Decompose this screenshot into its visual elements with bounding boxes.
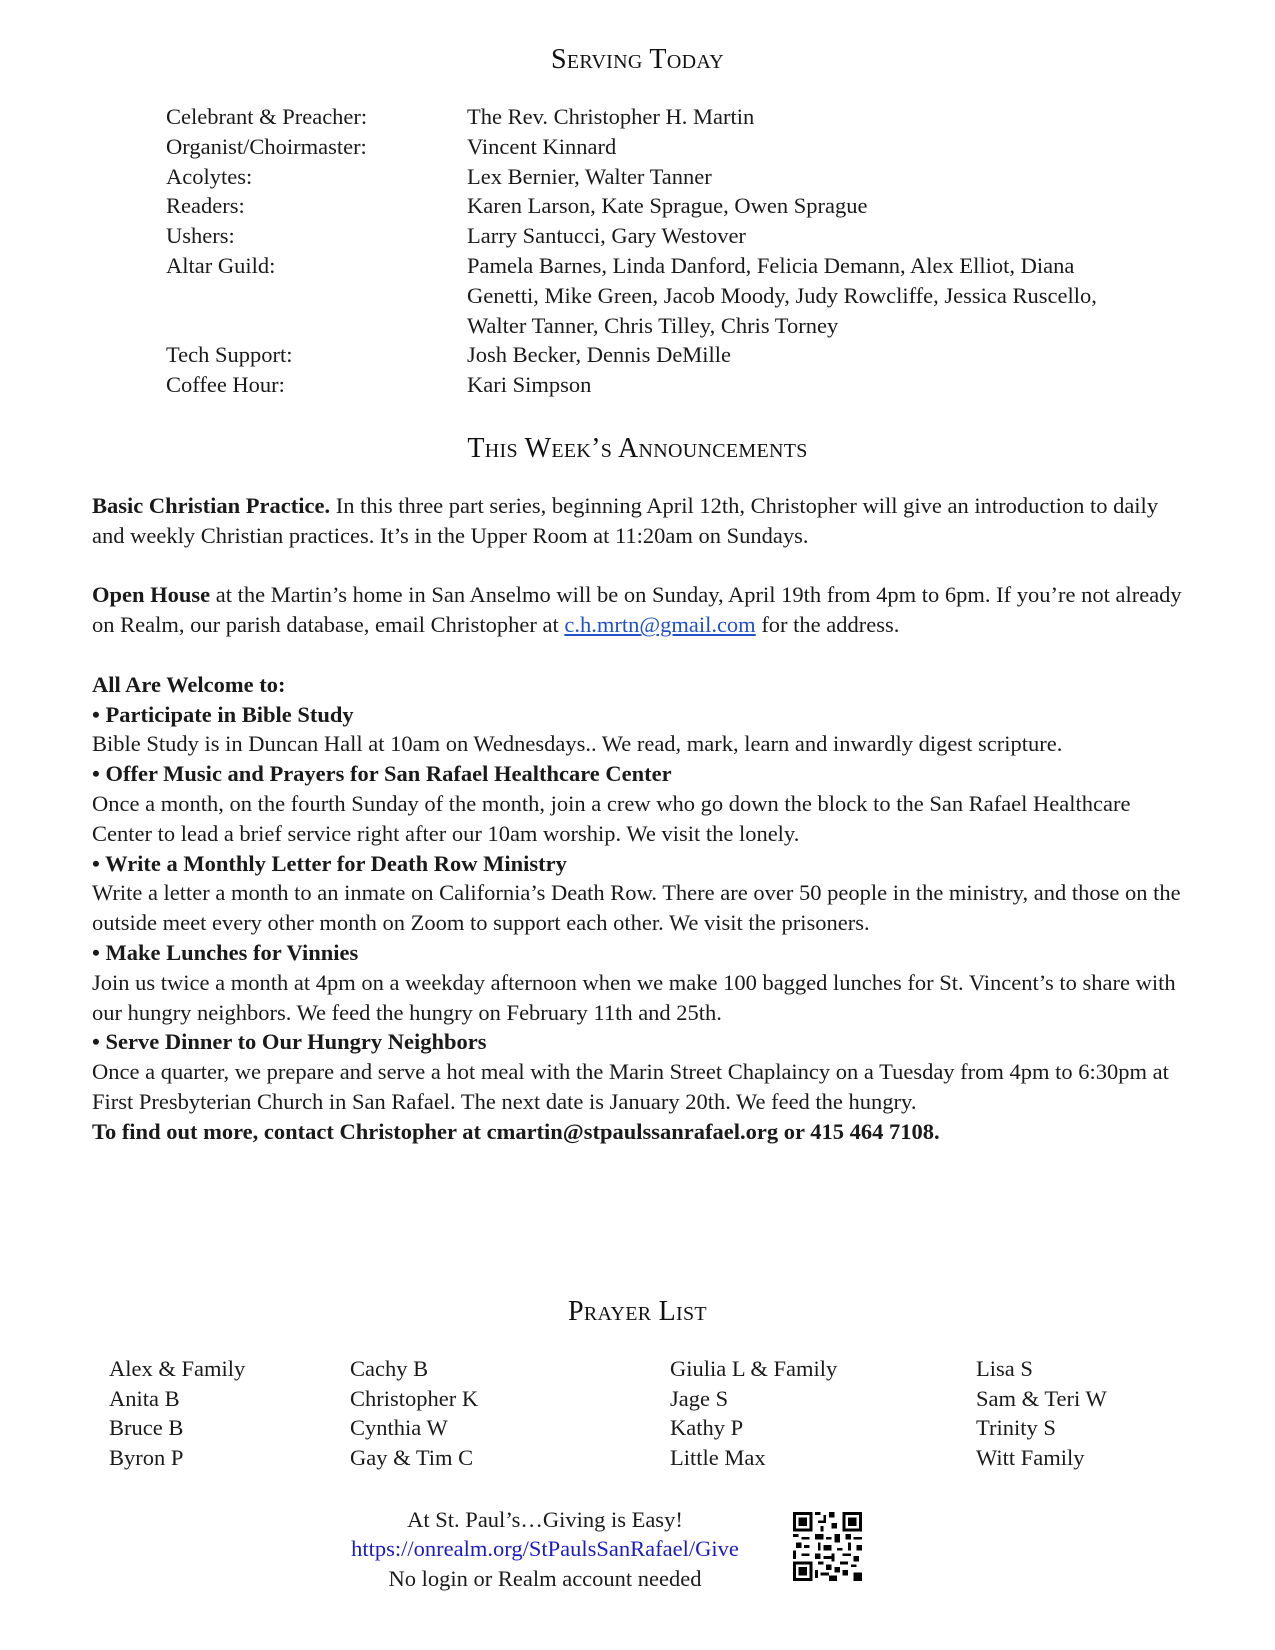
prayer-name: Witt Family [976,1444,1085,1470]
ministry-title [92,700,1182,730]
giving-note: No login or Realm account needed [388,1565,702,1591]
prayer-list-heading: Prayer List [568,1296,707,1327]
giving-url-link[interactable]: https://onrealm.org/StPaulsSanRafael/Give [351,1536,739,1562]
role-label: Readers: [166,193,245,219]
role-label: Coffee Hour: [166,372,285,398]
ministry-title [92,759,1182,789]
prayer-name: Kathy P [670,1415,744,1441]
ministry-title-text: • Participate in Bible Study [92,701,354,727]
serving-row [166,162,1166,192]
role-label: Tech Support: [166,342,293,368]
role-label: Celebrant & Preacher: [166,104,368,129]
role-names: Larry Santucci, Gary Westover [467,223,746,249]
ministry-description: Once a quarter, we prepare and serve a hot meal with the Marin Street Chaplaincy on a Tuesday from 4pm to 6:30pm at First Presbyterian Church in San Rafael. The next date is January 20th. We feed the hungry. [92,1059,1169,1114]
ministry-description: Bible Study is in Duncan Hall at 10am on Wednesdays.. We read, mark, learn and inwardly digest scripture. [92,731,1063,757]
serving-row [166,191,1166,221]
prayer-column [109,1354,245,1472]
prayer-column [350,1354,478,1472]
role-label: Altar Guild: [166,252,276,278]
prayer-name: Sam & Teri W [976,1385,1107,1411]
serving-row [166,132,1166,162]
ministry-title-text: • Serve Dinner to Our Hungry Neighbors [92,1029,487,1055]
serving-row [166,221,1166,251]
prayer-name: Little Max [670,1444,766,1470]
prayer-name: Anita B [109,1385,180,1411]
serving-today-heading: Serving Today [551,44,724,75]
announcement-lead: Basic Christian Practice. [92,493,331,518]
ministry-title-text: • Write a Monthly Letter for Death Row Ministry [92,850,567,876]
role-names: Lex Bernier, Walter Tanner [467,163,712,189]
prayer-name: Gay & Tim C [350,1444,474,1470]
announcements-heading: This Week’s Announcements [467,433,808,464]
serving-row [166,102,1166,132]
prayer-name: Byron P [109,1444,184,1470]
role-names: Kari Simpson [467,372,592,398]
ministry-title [92,849,1182,879]
announcement-text: In this three part series, beginning April 12th, Christopher will give an introduction to daily and weekly Christian practices. It’s in the Upper Room at 11:20am on Sundays. [92,493,1159,548]
prayer-name: Alex & Family [109,1356,246,1381]
contact-text: To find out more, contact Christopher at cmartin@stpaulssanrafael.org or 415 464 7108. [92,1118,940,1144]
role-names: Pamela Barnes, Linda Danford, Felicia Demann, Alex Elliot, Diana Genetti, Mike Green, Jacob Moody, Judy Rowcliffe, Jessica Ruscello, Walter Tanner, Chris Tilley, Chris Torney [467,252,1097,338]
role-label: Organist/Choirmaster: [166,133,367,159]
giving-block [300,1505,790,1593]
ministry-description: Once a month, on the fourth Sunday of the month, join a crew who go down the block to the San Rafael Healthcare Center to lead a brief service right after our 10am worship. We visit the lonely. [92,790,1131,846]
serving-row [166,340,1166,370]
role-label: Ushers: [166,223,235,249]
serving-list [166,102,1166,400]
ministry-description: Write a letter a month to an inmate on California’s Death Row. There are over 50 people in the ministry, and those on the outside meet every other month on Zoom to support each other. We visit the prisoners. [92,880,1181,936]
prayer-name: Bruce B [109,1415,184,1441]
welcome-heading-text: All Are Welcome to: [92,671,286,697]
prayer-name: Cachy B [350,1356,429,1381]
role-names: The Rev. Christopher H. Martin [467,104,755,129]
qr-code-icon [793,1512,862,1581]
prayer-column [670,1354,837,1472]
role-label: Acolytes: [166,163,253,189]
ministry-title [92,938,1182,968]
prayer-name: Trinity S [976,1415,1056,1441]
role-names: Josh Becker, Dennis DeMille [467,342,732,368]
prayer-name: Lisa S [976,1356,1033,1381]
email-link[interactable]: c.h.mrtn@gmail.com [564,612,756,638]
welcome-heading [92,670,1182,700]
ministry-title [92,1027,1182,1057]
announcement-text: for the address. [755,612,900,638]
ministry-description: Join us twice a month at 4pm on a weekday afternoon when we make 100 bagged lunches for St. Vincent’s to share with our hungry neighbors. We feed the hungry on February 11th and 25th. [92,969,1176,1025]
prayer-name: Christopher K [350,1385,479,1411]
giving-tagline: At St. Paul’s…Giving is Easy! [407,1507,683,1532]
prayer-name: Jage S [670,1385,729,1411]
serving-row [166,370,1166,400]
open-house-announcement [92,580,1182,640]
prayer-name: Cynthia W [350,1415,448,1441]
role-names: Vincent Kinnard [467,133,617,159]
announcement-lead: Open House [92,582,211,608]
prayer-column [976,1354,1107,1472]
serving-row [166,251,1166,340]
ministry-title-text: • Offer Music and Prayers for San Rafael Healthcare Center [92,761,672,787]
prayer-name: Giulia L & Family [670,1356,838,1381]
announcements-body [92,491,1182,1147]
basic-practice-announcement [92,491,1182,551]
announcement-text: at the Martin’s home in San Anselmo will be on Sunday, April 19th from 4pm to 6pm. If you’re not already on Realm, our parish database, email Christopher at [92,582,1182,638]
ministry-title-text: • Make Lunches for Vinnies [92,939,359,965]
contact-line [92,1117,1182,1147]
role-names: Karen Larson, Kate Sprague, Owen Sprague [467,193,868,219]
